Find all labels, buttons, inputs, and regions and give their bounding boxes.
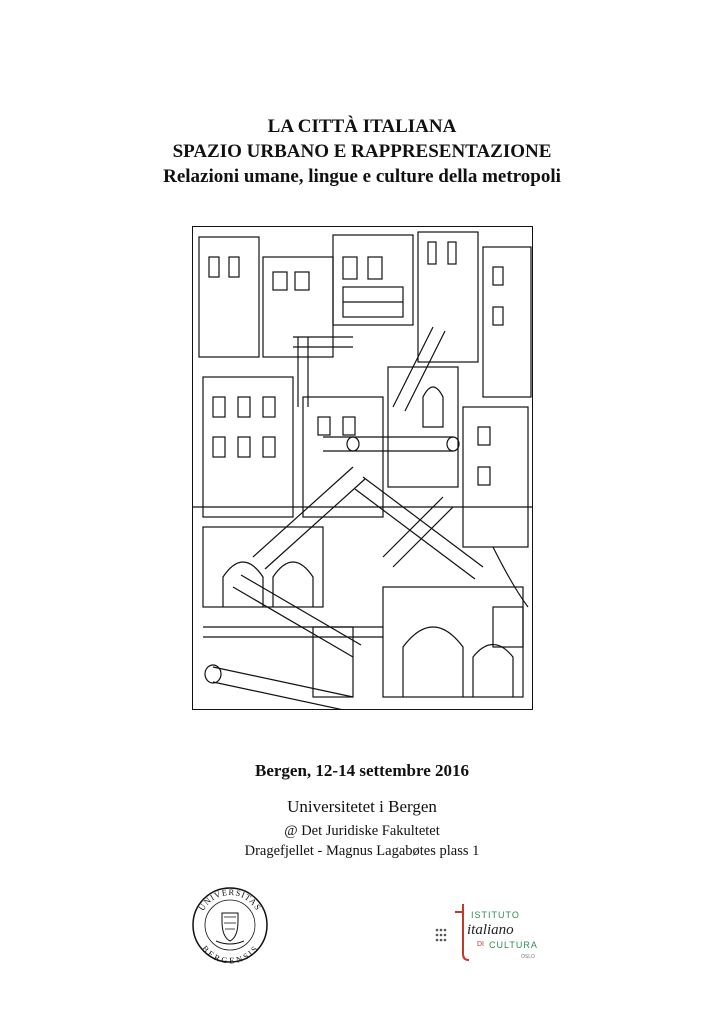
subtitle: Relazioni umane, lingue e culture della metropoli xyxy=(163,166,561,187)
university-seal-logo xyxy=(190,885,270,965)
title-line-2: SPAZIO URBANO E RAPPRESENTAZIONE xyxy=(172,141,552,162)
iic-line-4: CULTURA xyxy=(489,940,538,950)
iic-line-2: italiano xyxy=(467,922,514,938)
iic-line-3: DI xyxy=(477,941,484,948)
seal-text-bottom: BERGENSIS xyxy=(200,943,261,965)
faculty-name: @ Det Juridiske Fakultetet xyxy=(284,823,440,839)
iic-line-1: ISTITUTO xyxy=(471,910,520,920)
svg-text:BERGENSIS xyxy=(200,943,260,965)
iic-city: OSLO xyxy=(521,954,535,960)
venue-address: Dragefjellet - Magnus Lagabøtes plass 1 xyxy=(244,843,480,859)
city-drawing xyxy=(192,226,533,710)
university-name: Universitetet i Bergen xyxy=(287,797,437,816)
seal-text-top: UNIVERSITAS xyxy=(196,886,264,913)
event-dates: Bergen, 12-14 settembre 2016 xyxy=(254,761,470,780)
istituto-italiano-cultura-logo xyxy=(433,900,543,964)
title-line-1: LA CITTÀ ITALIANA xyxy=(267,116,457,137)
